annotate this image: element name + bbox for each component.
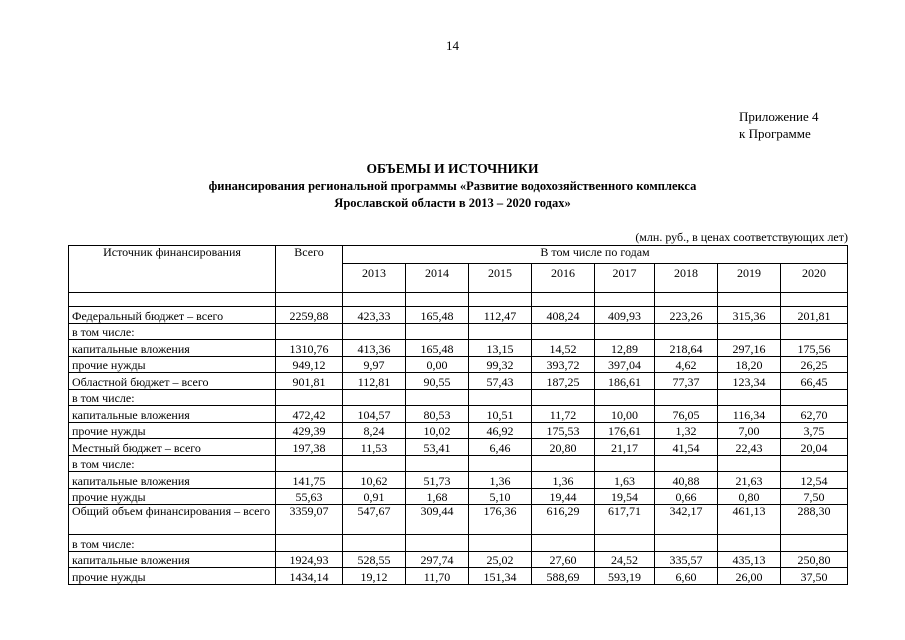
- row-value: 593,19: [595, 568, 655, 585]
- row-value: 223,26: [655, 307, 718, 324]
- row-value: 6,60: [655, 568, 718, 585]
- row-value: [595, 389, 655, 406]
- document-subtitle-line-1: финансирования региональной программы «Развитие водохозяйственного комплекса: [208, 179, 697, 193]
- row-value: 19,44: [532, 488, 595, 505]
- row-value: [343, 455, 406, 472]
- row-value: 176,61: [595, 422, 655, 439]
- appendix-line-1: Приложение 4: [739, 109, 819, 124]
- row-value: 250,80: [781, 551, 848, 568]
- document-title: ОБЪЕМЫ И ИСТОЧНИКИ: [366, 161, 539, 176]
- header-total: Всего: [276, 246, 343, 293]
- row-value: 10,02: [406, 422, 469, 439]
- row-value: 0,00: [406, 356, 469, 373]
- appendix-note: [739, 108, 819, 142]
- row-value: 5,10: [469, 488, 532, 505]
- row-value: 1,32: [655, 422, 718, 439]
- row-value: 11,53: [343, 439, 406, 456]
- row-value: 435,13: [718, 551, 781, 568]
- row-value: 175,53: [532, 422, 595, 439]
- row-value: 37,50: [781, 568, 848, 585]
- row-value: 112,81: [343, 373, 406, 390]
- table-row: [69, 455, 848, 472]
- table-row: [69, 389, 848, 406]
- row-label: прочие нужды: [69, 488, 276, 505]
- row-value: [718, 535, 781, 552]
- financing-table: [68, 245, 848, 585]
- row-value: 176,36: [469, 505, 532, 535]
- row-value: [781, 323, 848, 340]
- row-value: [406, 455, 469, 472]
- row-total: 1310,76: [276, 340, 343, 357]
- row-value: 408,24: [532, 307, 595, 324]
- row-value: 12,54: [781, 472, 848, 489]
- header-year: 2018: [655, 264, 718, 293]
- row-value: 413,36: [343, 340, 406, 357]
- row-value: 617,71: [595, 505, 655, 535]
- row-value: 18,20: [718, 356, 781, 373]
- row-value: [532, 323, 595, 340]
- row-value: 8,24: [343, 422, 406, 439]
- row-total: 1924,93: [276, 551, 343, 568]
- table-row: [69, 472, 848, 489]
- header-source: Источник финансирования: [69, 246, 276, 293]
- row-label: капитальные вложения: [69, 472, 276, 489]
- table-row: [69, 535, 848, 552]
- table-row: [69, 568, 848, 585]
- row-label: Федеральный бюджет – всего: [69, 307, 276, 324]
- row-value: 112,47: [469, 307, 532, 324]
- row-value: 1,36: [469, 472, 532, 489]
- row-value: [655, 455, 718, 472]
- row-value: [469, 323, 532, 340]
- row-value: 25,02: [469, 551, 532, 568]
- row-label: капитальные вложения: [69, 406, 276, 423]
- row-value: 423,33: [343, 307, 406, 324]
- row-value: 165,48: [406, 340, 469, 357]
- page-number: 14: [446, 38, 459, 53]
- table-row: [69, 307, 848, 324]
- table-row: [69, 406, 848, 423]
- row-value: 20,04: [781, 439, 848, 456]
- row-value: [343, 535, 406, 552]
- row-label: в том числе:: [69, 389, 276, 406]
- header-year: 2014: [406, 264, 469, 293]
- row-value: [469, 455, 532, 472]
- row-value: 297,16: [718, 340, 781, 357]
- row-value: 201,81: [781, 307, 848, 324]
- row-label: капитальные вложения: [69, 340, 276, 357]
- row-total: 55,63: [276, 488, 343, 505]
- row-value: 62,70: [781, 406, 848, 423]
- appendix-line-2: к Программе: [739, 126, 811, 141]
- row-value: [469, 389, 532, 406]
- row-value: 547,67: [343, 505, 406, 535]
- row-total: 429,39: [276, 422, 343, 439]
- row-value: [655, 389, 718, 406]
- row-value: 397,04: [595, 356, 655, 373]
- row-value: [532, 389, 595, 406]
- row-value: 41,54: [655, 439, 718, 456]
- row-value: [655, 323, 718, 340]
- row-value: 57,43: [469, 373, 532, 390]
- row-value: 187,25: [532, 373, 595, 390]
- row-value: 6,46: [469, 439, 532, 456]
- row-value: 99,32: [469, 356, 532, 373]
- row-value: 12,89: [595, 340, 655, 357]
- row-value: 51,73: [406, 472, 469, 489]
- row-value: 393,72: [532, 356, 595, 373]
- row-label: прочие нужды: [69, 356, 276, 373]
- row-value: 218,64: [655, 340, 718, 357]
- row-value: [406, 323, 469, 340]
- row-value: 77,37: [655, 373, 718, 390]
- row-label: в том числе:: [69, 535, 276, 552]
- row-value: [532, 535, 595, 552]
- row-value: 10,62: [343, 472, 406, 489]
- row-value: 19,12: [343, 568, 406, 585]
- row-value: 4,62: [655, 356, 718, 373]
- table-row: [69, 551, 848, 568]
- spacer-row: [69, 293, 848, 307]
- row-total: [276, 455, 343, 472]
- row-total: 472,42: [276, 406, 343, 423]
- row-value: [718, 389, 781, 406]
- table-row: [69, 505, 848, 535]
- row-label: Местный бюджет – всего: [69, 439, 276, 456]
- row-value: [595, 455, 655, 472]
- header-year: 2016: [532, 264, 595, 293]
- row-value: 297,74: [406, 551, 469, 568]
- row-value: 46,92: [469, 422, 532, 439]
- header-year: 2019: [718, 264, 781, 293]
- row-value: 3,75: [781, 422, 848, 439]
- row-value: [406, 389, 469, 406]
- document-subtitle-line-2: Ярославской области в 2013 – 2020 годах»: [334, 196, 571, 210]
- row-total: 2259,88: [276, 307, 343, 324]
- row-value: 104,57: [343, 406, 406, 423]
- row-value: 116,34: [718, 406, 781, 423]
- row-value: 588,69: [532, 568, 595, 585]
- row-value: 24,52: [595, 551, 655, 568]
- row-value: [595, 323, 655, 340]
- row-total: [276, 389, 343, 406]
- row-value: 335,57: [655, 551, 718, 568]
- row-value: 1,63: [595, 472, 655, 489]
- units-note: (млн. руб., в ценах соответствующих лет): [635, 230, 848, 244]
- row-label: капитальные вложения: [69, 551, 276, 568]
- row-value: 14,52: [532, 340, 595, 357]
- row-value: [595, 535, 655, 552]
- row-value: 0,66: [655, 488, 718, 505]
- row-value: 616,29: [532, 505, 595, 535]
- row-value: 22,43: [718, 439, 781, 456]
- row-value: 0,91: [343, 488, 406, 505]
- row-value: 13,15: [469, 340, 532, 357]
- row-value: 288,30: [781, 505, 848, 535]
- header-year: 2013: [343, 264, 406, 293]
- row-value: 11,72: [532, 406, 595, 423]
- row-value: 165,48: [406, 307, 469, 324]
- row-total: 3359,07: [276, 505, 343, 535]
- row-value: 53,41: [406, 439, 469, 456]
- row-value: 21,63: [718, 472, 781, 489]
- table-row: [69, 422, 848, 439]
- row-total: 141,75: [276, 472, 343, 489]
- table-row: [69, 439, 848, 456]
- row-value: 20,80: [532, 439, 595, 456]
- row-label: в том числе:: [69, 323, 276, 340]
- table-row: [69, 373, 848, 390]
- row-value: 80,53: [406, 406, 469, 423]
- row-value: 26,25: [781, 356, 848, 373]
- row-label: Общий объем финансирования – всего: [69, 505, 276, 535]
- row-value: 309,44: [406, 505, 469, 535]
- row-value: [343, 323, 406, 340]
- row-value: 9,97: [343, 356, 406, 373]
- row-value: [655, 535, 718, 552]
- row-label: прочие нужды: [69, 422, 276, 439]
- row-value: 528,55: [343, 551, 406, 568]
- header-by-years: В том числе по годам: [343, 246, 848, 264]
- row-value: [781, 535, 848, 552]
- row-value: 342,17: [655, 505, 718, 535]
- table-row: [69, 488, 848, 505]
- row-value: 315,36: [718, 307, 781, 324]
- row-value: [532, 455, 595, 472]
- row-value: 21,17: [595, 439, 655, 456]
- row-value: [469, 535, 532, 552]
- row-value: 151,34: [469, 568, 532, 585]
- row-value: 186,61: [595, 373, 655, 390]
- row-value: 19,54: [595, 488, 655, 505]
- row-value: 11,70: [406, 568, 469, 585]
- row-total: 1434,14: [276, 568, 343, 585]
- row-total: 197,38: [276, 439, 343, 456]
- table-row: [69, 356, 848, 373]
- row-value: 7,00: [718, 422, 781, 439]
- row-value: 123,34: [718, 373, 781, 390]
- row-label: в том числе:: [69, 455, 276, 472]
- row-value: 90,55: [406, 373, 469, 390]
- row-value: 76,05: [655, 406, 718, 423]
- row-value: 175,56: [781, 340, 848, 357]
- row-value: 66,45: [781, 373, 848, 390]
- row-value: 0,80: [718, 488, 781, 505]
- row-value: 26,00: [718, 568, 781, 585]
- row-label: прочие нужды: [69, 568, 276, 585]
- row-value: 461,13: [718, 505, 781, 535]
- header-year: 2017: [595, 264, 655, 293]
- row-value: 10,51: [469, 406, 532, 423]
- row-total: [276, 535, 343, 552]
- row-value: [718, 323, 781, 340]
- row-value: 1,36: [532, 472, 595, 489]
- table-row: [69, 323, 848, 340]
- row-value: 10,00: [595, 406, 655, 423]
- table-row: [69, 340, 848, 357]
- row-total: [276, 323, 343, 340]
- row-value: [781, 389, 848, 406]
- row-value: [343, 389, 406, 406]
- header-year: 2020: [781, 264, 848, 293]
- row-value: 27,60: [532, 551, 595, 568]
- row-value: 1,68: [406, 488, 469, 505]
- row-value: 7,50: [781, 488, 848, 505]
- row-total: 949,12: [276, 356, 343, 373]
- row-value: [406, 535, 469, 552]
- row-total: 901,81: [276, 373, 343, 390]
- row-value: 409,93: [595, 307, 655, 324]
- row-value: 40,88: [655, 472, 718, 489]
- row-label: Областной бюджет – всего: [69, 373, 276, 390]
- row-value: [718, 455, 781, 472]
- row-value: [781, 455, 848, 472]
- header-year: 2015: [469, 264, 532, 293]
